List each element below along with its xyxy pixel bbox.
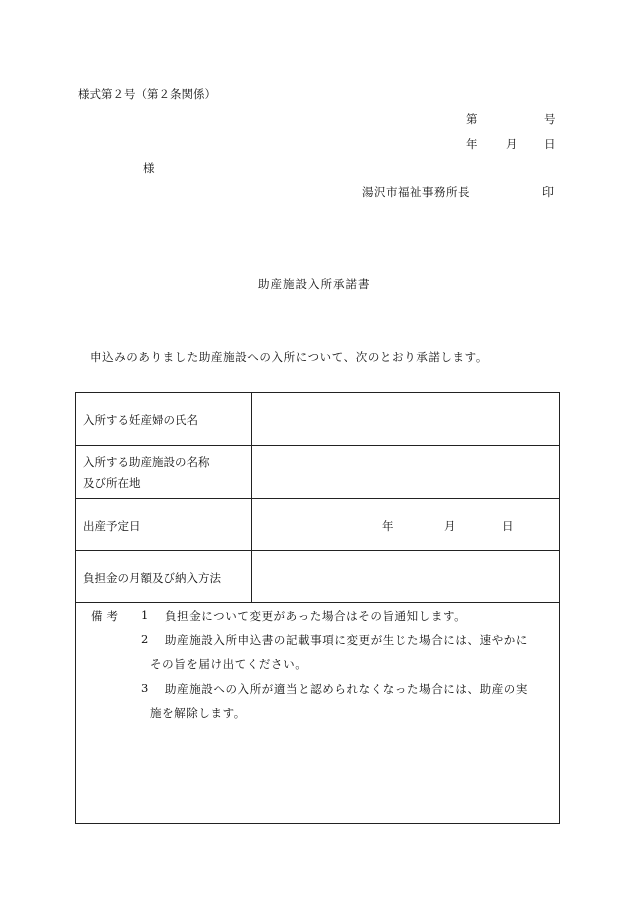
table-row-fee [76,551,559,603]
addressee-honorific: 様 [143,161,155,175]
remark-text: 助産施設入所申込書の記載事項に変更が生じた場合には、速やかに [165,633,528,647]
remark-text: 助産施設への入所が適当と認められなくなった場合には、助産の実 [165,682,528,696]
table-row-applicant-name [76,393,559,446]
remark-text-continued: その旨を届け出てください。 [150,657,308,671]
document-number-suffix: 号 [544,112,556,126]
facility-label-line2: 及び所在地 [83,476,141,490]
label-cell [76,446,252,498]
facility-label-line1: 入所する助産施設の名称 [83,455,210,469]
facility-field[interactable] [252,446,559,498]
table-row-facility [76,446,559,499]
due-date-year: 年 [382,519,394,533]
due-date-month: 月 [444,519,456,533]
table-row-due-date [76,499,559,551]
issue-date-month: 月 [506,137,518,151]
remark-text-continued: 施を解除します。 [150,706,246,720]
remarks-section [76,603,559,825]
fee-label: 負担金の月額及び納入方法 [83,571,221,585]
document-number-prefix: 第 [466,112,478,126]
remark-number: 1 [141,608,149,622]
label-cell [76,499,252,550]
fee-field[interactable] [252,551,559,602]
remark-text: 負担金について変更があった場合はその旨通知します。 [165,609,467,623]
intro-text: 申込みのありました助産施設への入所について、次のとおり承諾します。 [90,350,488,364]
due-date-field[interactable] [252,499,559,550]
label-cell [76,551,252,602]
due-date-label: 出産予定日 [83,519,141,533]
form-number: 様式第２号（第２条関係） [78,87,216,101]
issue-date-year: 年 [466,137,478,151]
remark-number: 2 [141,632,149,646]
seal-mark: 印 [542,185,555,199]
approval-table [75,392,560,824]
applicant-name-label: 入所する妊産婦の氏名 [83,413,198,427]
issuer-name: 湯沢市福祉事務所長 [362,185,470,199]
due-date-day: 日 [502,519,514,533]
issue-date-day: 日 [544,137,556,151]
remarks-title: 備考 [91,609,122,623]
label-cell [76,393,252,445]
remark-number: 3 [141,681,149,695]
document-title: 助産施設入所承諾書 [258,277,371,291]
applicant-name-field[interactable] [252,393,559,445]
